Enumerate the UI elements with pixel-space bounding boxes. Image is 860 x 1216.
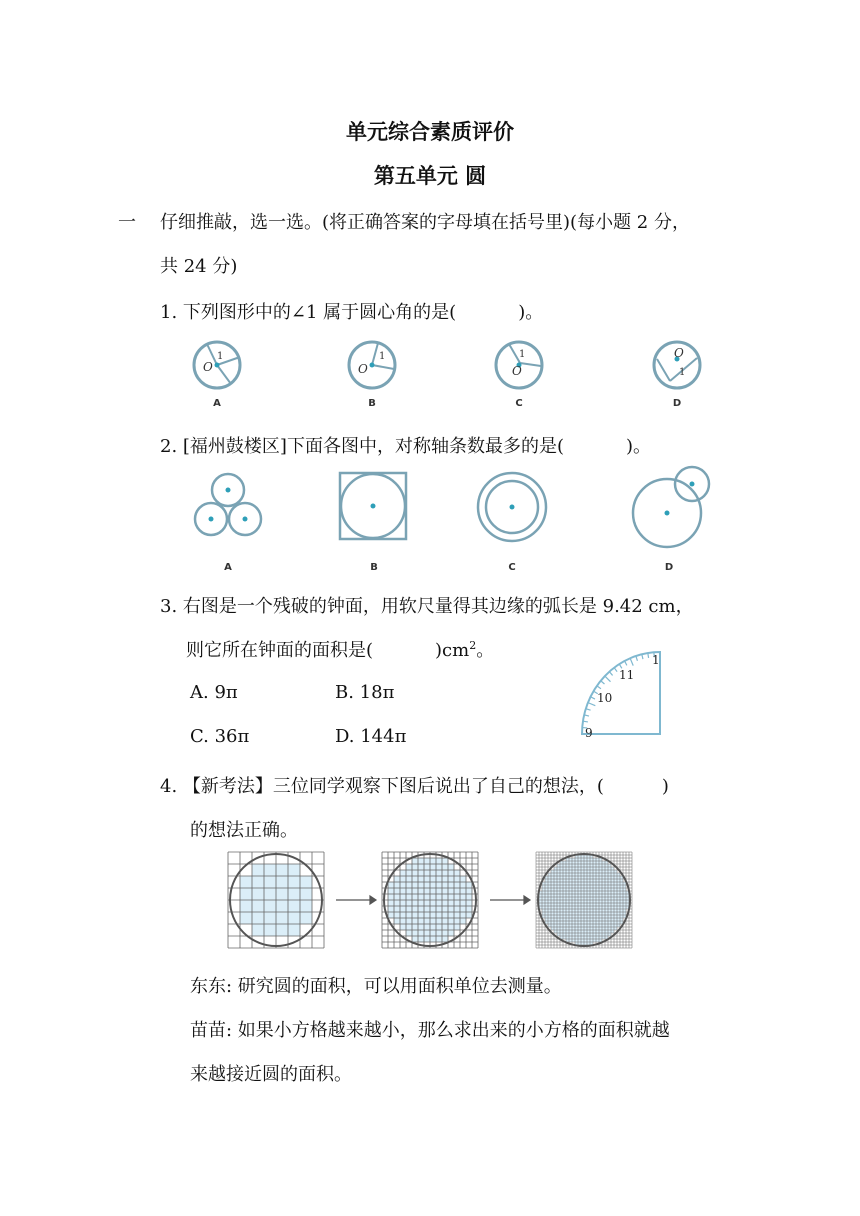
q1-figures (0, 335, 860, 415)
q3-option-c: C. 36π (190, 726, 250, 747)
section-number: 一 (118, 212, 136, 233)
q3-stem-line2-text: 则它所在钟面的面积是( (186, 640, 374, 661)
q1-b-angle-mark: 1 (379, 351, 386, 362)
q4-dongdong: 东东: 研究圆的面积，可以用面积单位去测量。 (190, 976, 562, 997)
q3-unit-exponent: 2 (469, 639, 477, 652)
page-subtitle: 第五单元 圆 (373, 164, 487, 188)
q3-stem-line1: 3. 右图是一个残破的钟面，用软尺量得其边缘的弧长是 9.42 cm， (160, 596, 694, 617)
q1-d-o-mark: O (674, 346, 684, 360)
q4-miaomiao-cont: 来越接近圆的面积。 (190, 1064, 352, 1085)
section-instruction-cont: 共 24 分) (160, 256, 238, 277)
q1-label-b: B (368, 398, 376, 409)
q2-label-d: D (664, 562, 674, 573)
broken-clock-face (578, 648, 698, 748)
q2-stem-end: )。 (625, 436, 651, 457)
q2-label-b: B (370, 562, 378, 573)
clock-number-9: 9 (585, 726, 593, 740)
q4-stem-line1 (160, 772, 669, 798)
q1-stem-end: )。 (518, 302, 544, 323)
q3-stem-end: 。 (476, 640, 495, 661)
grid-figure-medium (382, 852, 478, 948)
section-instruction: 仔细推敲，选一选。(将正确答案的字母填在括号里)(每小题 2 分， (160, 212, 690, 233)
q1-a-o-mark: O (203, 360, 213, 374)
q4-stem-line2: 的想法正确。 (190, 820, 298, 841)
q3-unit: )cm (435, 640, 470, 661)
grid-figure-coarse (228, 852, 324, 948)
q3-option-a: A. 9π (190, 682, 238, 703)
q3-option-b: B. 18π (335, 682, 395, 703)
q1-d-angle-mark: 1 (679, 367, 686, 378)
clock-number-10: 10 (597, 691, 613, 705)
q2-figures (0, 465, 860, 575)
q1-label-a: A (213, 398, 221, 409)
q1-a-angle-mark: 1 (217, 351, 224, 362)
q1-b-o-mark: O (358, 362, 368, 376)
q2-stem-text: 2. [福州鼓楼区]下面各图中，对称轴条数最多的是( (160, 436, 564, 457)
q1-stem-text: 1. 下列图形中的∠1 属于圆心角的是( (160, 302, 457, 323)
page-title: 单元综合素质评价 (346, 120, 514, 144)
q2-stem (160, 432, 651, 458)
clock-number-11: 11 (619, 668, 635, 682)
q1-stem (160, 298, 543, 324)
q4-stem-end: ) (661, 776, 669, 797)
q1-c-angle-mark: 1 (519, 349, 526, 360)
q1-label-d: D (672, 398, 682, 409)
q2-label-a: A (224, 562, 232, 573)
q4-stem-text: 4. 【新考法】三位同学观察下图后说出了自己的想法，( (160, 776, 604, 797)
q1-c-o-mark: O (512, 364, 522, 378)
q4-miaomiao: 苗苗: 如果小方格越来越小，那么求出来的小方格的面积就越 (190, 1020, 670, 1041)
q3-stem-line2 (186, 636, 494, 662)
grid-figure-fine (536, 852, 632, 948)
q1-label-c: C (515, 398, 523, 409)
grid-circle-sequence (224, 848, 644, 958)
clock-number-1: 1 (652, 653, 660, 667)
q3-option-d: D. 144π (335, 726, 407, 747)
q2-label-c: C (508, 562, 516, 573)
